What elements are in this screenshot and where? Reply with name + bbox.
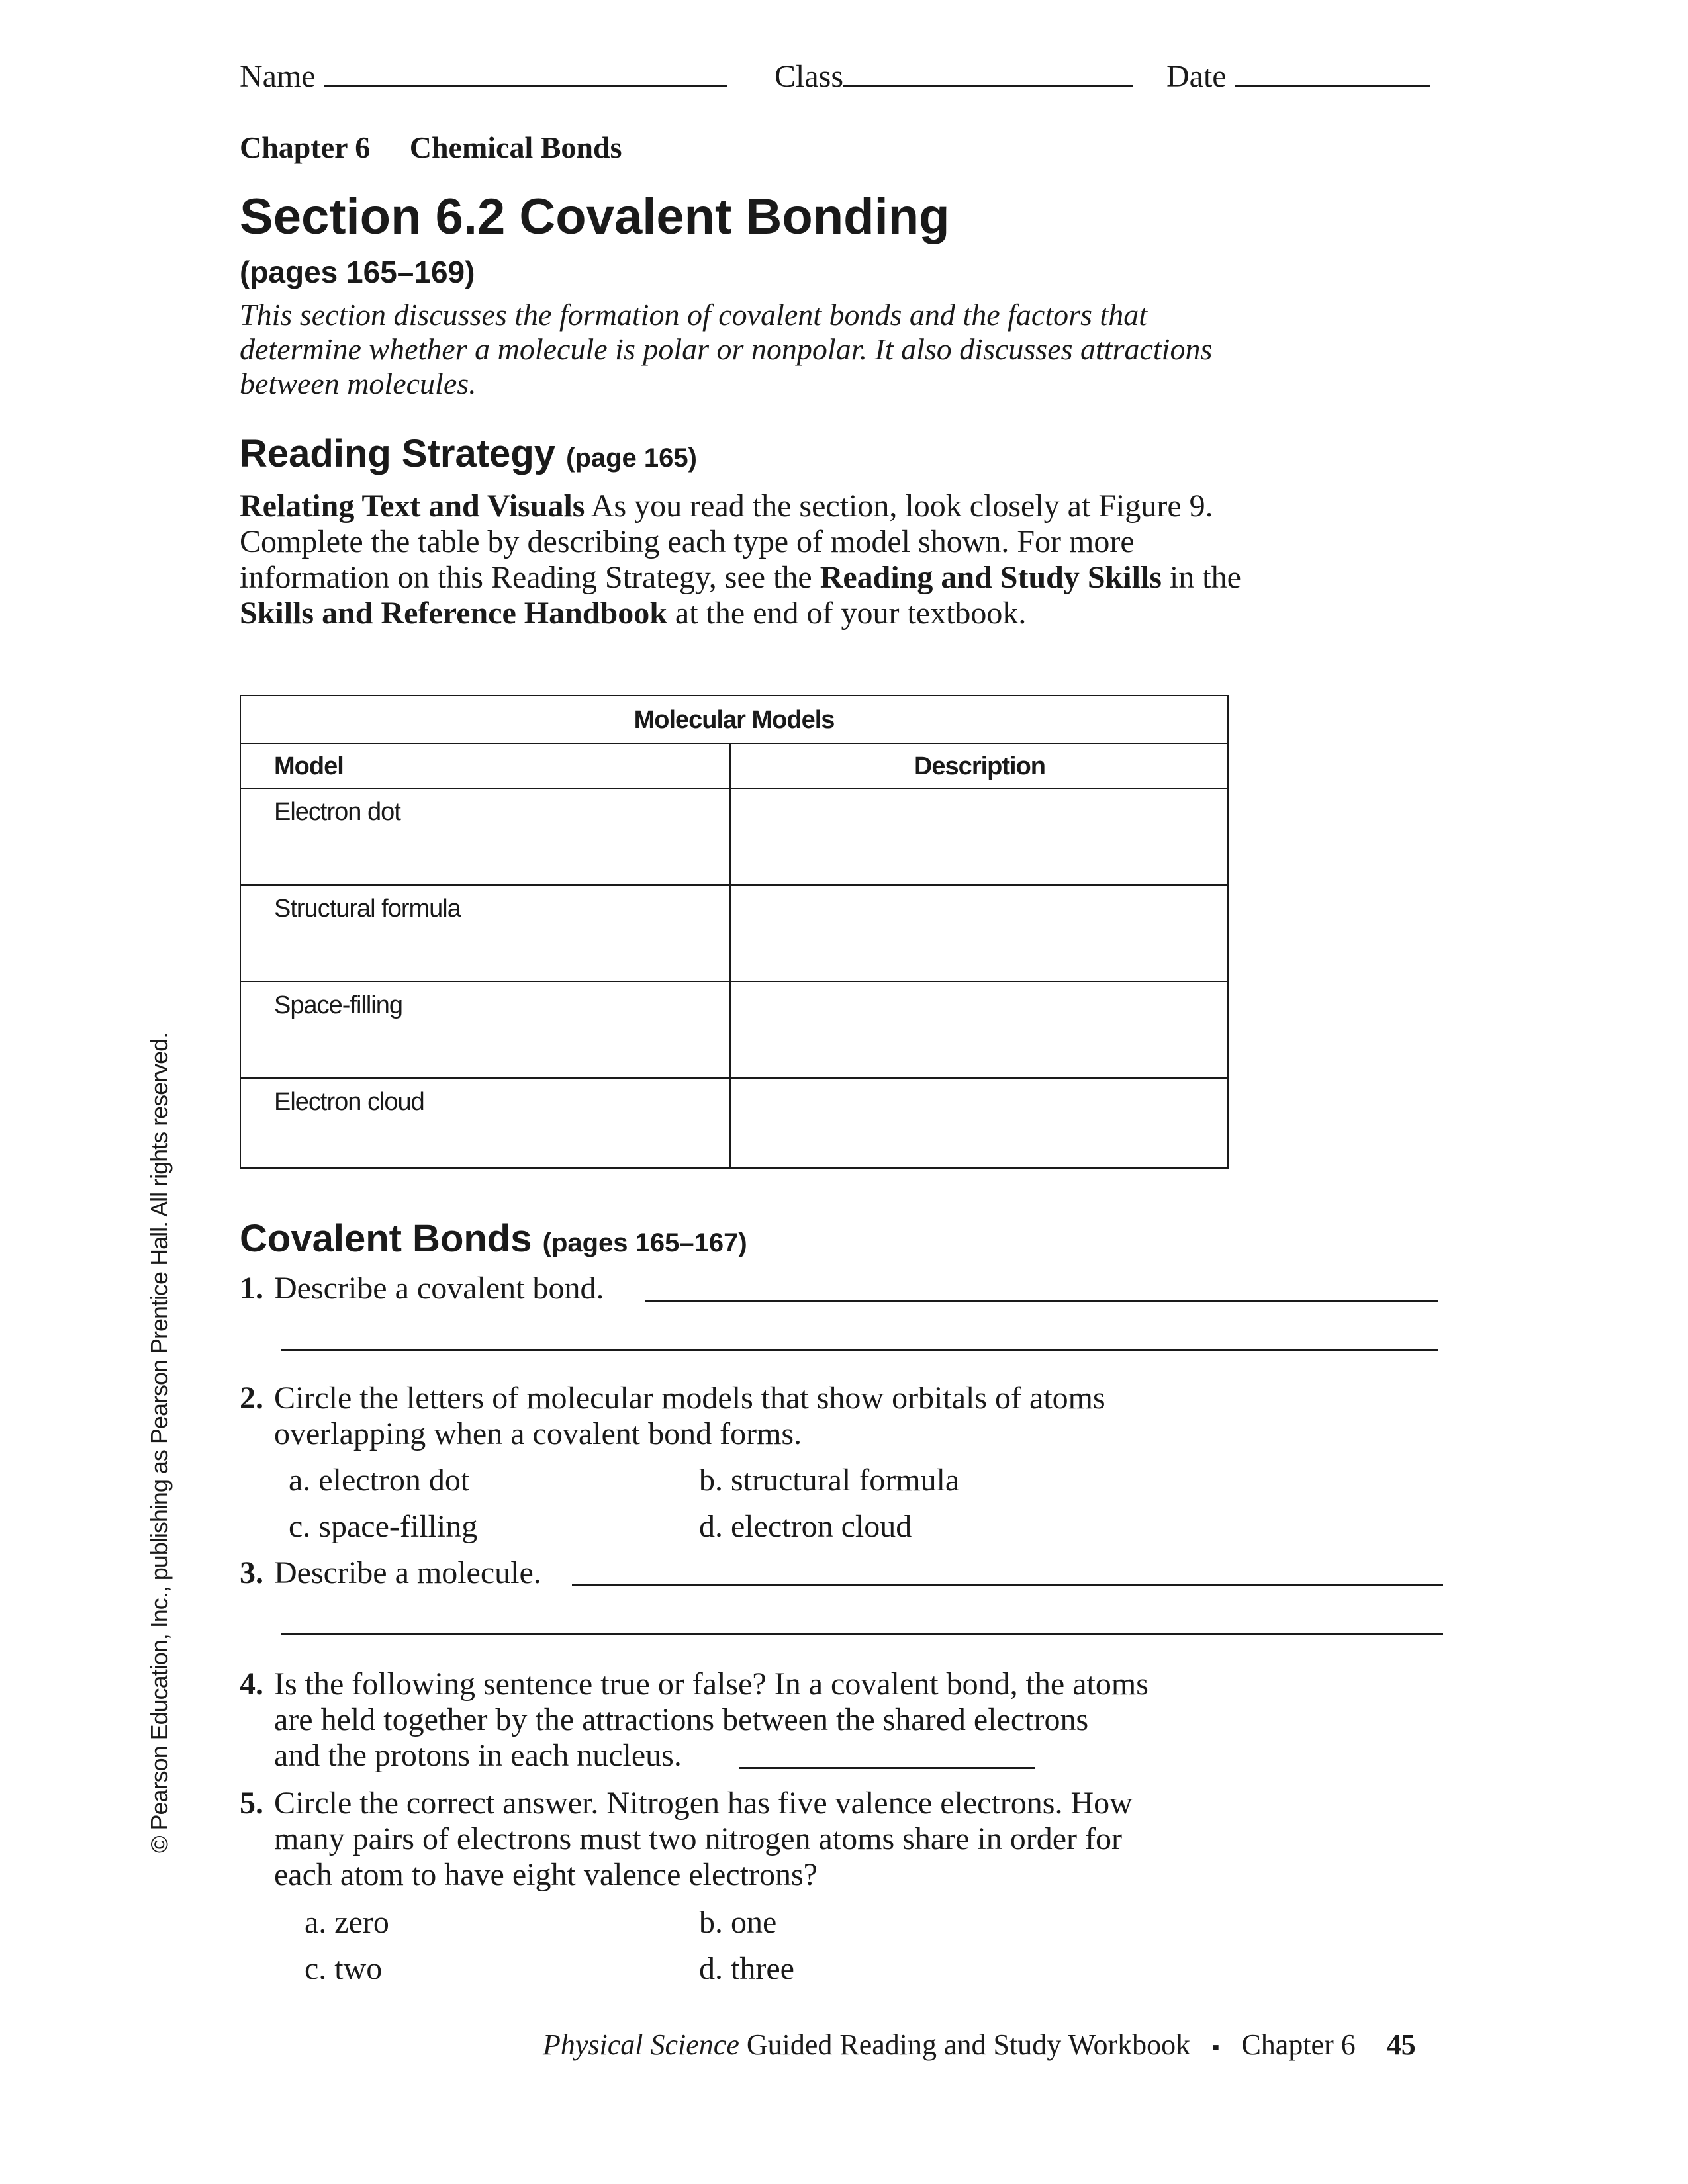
table-row-model: Electron dot <box>274 798 400 826</box>
footer-page-number: 45 <box>1386 2028 1416 2061</box>
question-1 <box>240 1271 1444 1357</box>
option-b[interactable]: b. structural formula <box>699 1463 960 1498</box>
option-a[interactable]: a. zero <box>305 1905 389 1940</box>
reading-strategy-body-3: at the end of your textbook. <box>667 596 1027 631</box>
section-title: Section 6.2 Covalent Bonding <box>240 189 950 245</box>
question-text-line: Circle the letters of molecular models that show orbitals of atoms <box>274 1381 1105 1416</box>
question-text-line: and the protons in each nucleus. <box>274 1738 682 1773</box>
option-d[interactable]: d. three <box>699 1951 794 1986</box>
table-row-model: Space-filling <box>274 991 402 1019</box>
header-date <box>1166 58 1430 95</box>
reading-strategy-lead: Relating Text and Visuals <box>240 488 585 523</box>
header-class <box>774 58 1133 95</box>
question-4 <box>240 1666 1444 1779</box>
reading-strategy-ref-2: Skills and Reference Handbook <box>240 596 667 631</box>
name-field[interactable] <box>324 60 727 87</box>
question-number: 1. <box>240 1271 263 1306</box>
question-text-line: Is the following sentence true or false? In a covalent bond, the atoms <box>274 1666 1149 1702</box>
class-label: Class <box>774 59 844 94</box>
molecular-models-table <box>240 695 1229 1169</box>
table-row-model: Structural formula <box>274 895 461 923</box>
question-number: 5. <box>240 1786 263 1821</box>
covalent-bonds-pages: (pages 165–167) <box>542 1228 747 1257</box>
footer-book-italic: Physical Science <box>543 2028 739 2061</box>
question-text-line: many pairs of electrons must two nitrogen atoms share in order for <box>274 1821 1122 1856</box>
question-text-line: overlapping when a covalent bond forms. <box>274 1416 802 1451</box>
section-pages: (pages 165–169) <box>240 255 475 289</box>
chapter-heading <box>240 130 622 165</box>
question-5 <box>240 1786 1444 1997</box>
date-label: Date <box>1166 59 1227 94</box>
answer-line[interactable] <box>739 1767 1035 1769</box>
reading-strategy-pages: (page 165) <box>566 443 697 473</box>
table-row-description[interactable] <box>731 982 1229 1077</box>
table-row <box>241 982 1227 1079</box>
question-text-line: are held together by the attractions between the shared electrons <box>274 1702 1089 1737</box>
question-text: Describe a molecule. <box>274 1555 541 1590</box>
question-2 <box>240 1381 1444 1553</box>
reading-strategy-text <box>240 488 1246 631</box>
chapter-title: Chemical Bonds <box>409 130 622 164</box>
name-label: Name <box>240 59 316 94</box>
covalent-bonds-heading <box>240 1216 747 1261</box>
option-c[interactable]: c. two <box>305 1951 383 1986</box>
table-header-model: Model <box>274 752 344 780</box>
table-row-description[interactable] <box>731 886 1229 981</box>
option-c[interactable]: c. space-filling <box>289 1509 478 1544</box>
chapter-number: Chapter 6 <box>240 130 371 164</box>
date-field[interactable] <box>1235 60 1430 87</box>
table-row-description[interactable] <box>731 789 1229 884</box>
question-number: 3. <box>240 1555 263 1590</box>
table-header-row <box>241 744 1227 789</box>
question-number: 4. <box>240 1666 263 1702</box>
footer-chapter: Chapter 6 <box>1241 2028 1356 2061</box>
footer-separator: ▪ <box>1212 2035 1220 2060</box>
table-row <box>241 789 1227 886</box>
table-row-description[interactable] <box>731 1079 1229 1169</box>
table-row <box>241 1079 1227 1169</box>
question-text-line: each atom to have eight valence electrons? <box>274 1857 818 1892</box>
answer-line[interactable] <box>645 1300 1438 1302</box>
reading-strategy-ref-1: Reading and Study Skills <box>820 560 1162 595</box>
table-row <box>241 886 1227 982</box>
page-footer <box>543 2028 1416 2062</box>
reading-strategy-body-1: As you read the section, look closely at Figure 9. Complete the table by describing each type of model shown. For more information on this Reading Strategy, see the <box>240 488 1213 595</box>
reading-strategy-heading <box>240 432 697 476</box>
section-intro: This section discusses the formation of covalent bonds and the factors that determine whether a molecule is polar or nonpolar. It also discusses attractions between molecules. <box>240 298 1213 400</box>
question-text: Describe a covalent bond. <box>274 1271 604 1306</box>
table-caption: Molecular Models <box>241 696 1227 744</box>
copyright-notice: © Pearson Education, Inc., publishing as Pearson Prentice Hall. All rights reserved. <box>146 1032 173 1853</box>
header-name <box>240 58 727 95</box>
reading-strategy-title: Reading Strategy <box>240 432 555 475</box>
answer-line[interactable] <box>281 1633 1443 1635</box>
answer-line[interactable] <box>572 1584 1443 1586</box>
reading-strategy-body-2: in the <box>1161 560 1241 595</box>
footer-book-rest: Guided Reading and Study Workbook <box>739 2028 1191 2061</box>
table-header-description: Description <box>914 752 1046 780</box>
table-row-model: Electron cloud <box>274 1088 424 1116</box>
question-number: 2. <box>240 1381 263 1416</box>
question-text-line: Circle the correct answer. Nitrogen has five valence electrons. How <box>274 1786 1133 1821</box>
question-3 <box>240 1555 1444 1641</box>
option-b[interactable]: b. one <box>699 1905 777 1940</box>
class-field[interactable] <box>843 60 1133 87</box>
covalent-bonds-title: Covalent Bonds <box>240 1217 532 1260</box>
option-d[interactable]: d. electron cloud <box>699 1509 912 1544</box>
option-a[interactable]: a. electron dot <box>289 1463 470 1498</box>
answer-line[interactable] <box>281 1349 1438 1351</box>
